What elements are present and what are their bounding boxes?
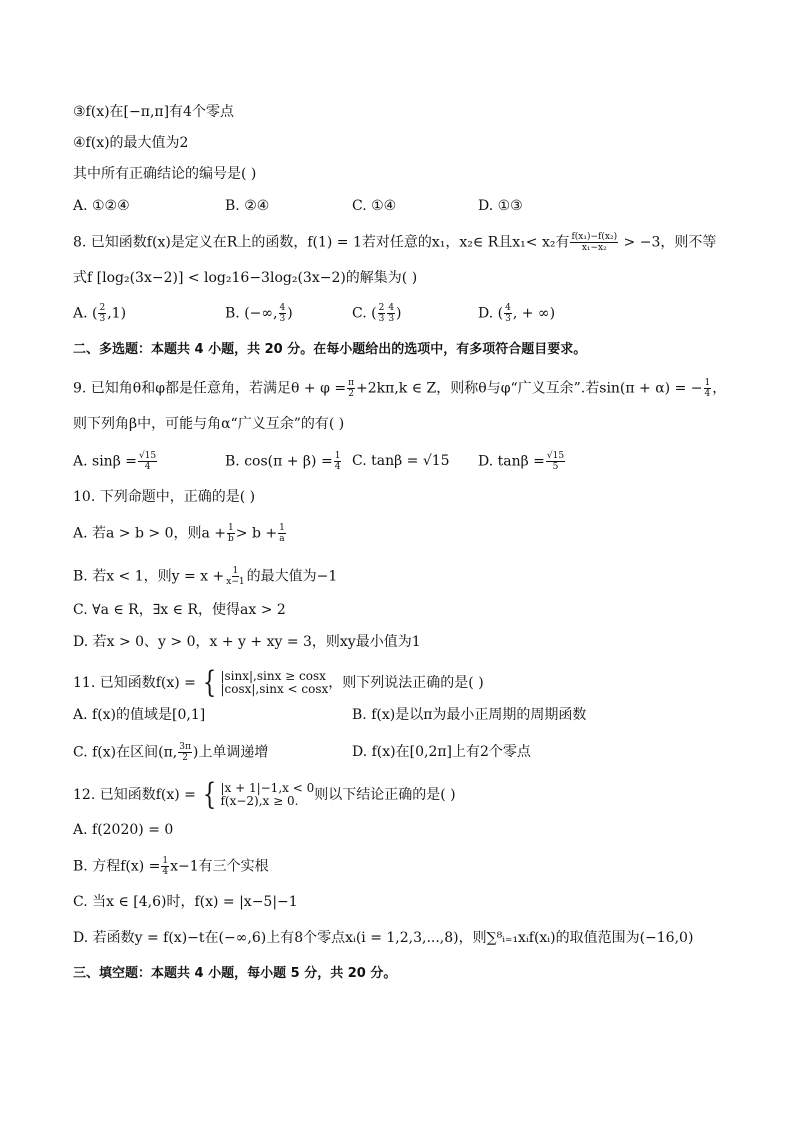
statement-4: ④f(x)的最大值为2 xyxy=(73,135,189,151)
q8-stem-line1: 8. 已知函数f(x)是定义在R上的函数，f(1) = 1若对任意的x₁，x₂∈ R且x₁< x₂有 $\frac{\text{f(x₁)−f(x₂)}}{\text{x₁−x₂}}$ > −3，则不等 xyxy=(73,232,717,253)
q12-stem: 12. 已知函数f(x) = { |x + 1|−1,x < 0 f(x−2),x ≥ 0. 则以下结论正确的是( ) xyxy=(73,777,456,812)
q10-option-a: A. 若a > b > 0，则a + $\frac{1}{b}$ > b + $\frac{1}{a}$ xyxy=(73,523,285,544)
q7-option-a: A. ①②④ xyxy=(73,198,130,214)
q7-option-b: B. ②④ xyxy=(225,198,270,214)
q8-option-b: B. (−∞, $\frac{4}{3}$ ) xyxy=(225,303,293,324)
q11-option-a: A. f(x)的值域是[0,1] xyxy=(73,707,206,723)
q9-option-a: A. sinβ = $\frac{√15}{4}$ xyxy=(73,451,157,472)
q12-option-c: C. 当x ∈ [4,6)时，f(x) = |x−5|−1 xyxy=(73,894,298,910)
q12-piecewise: { |x + 1|−1,x < 0 f(x−2),x ≥ 0. xyxy=(203,777,315,812)
q11-option-c: C. f(x)在区间(π, $\frac{3\pi}{2}$ )上单调递增 xyxy=(73,742,269,763)
q10-option-d: D. 若x > 0、y > 0，x + y + xy = 3，则xy最小值为1 xyxy=(73,634,421,650)
q12-option-d: D. 若函数y = f(x)−t在(−∞,6)上有8个零点xᵢ(i = 1,2,3,...,8)，则∑⁸ᵢ₌₁xᵢf(xᵢ)的取值范围为(−16,0) xyxy=(73,930,694,946)
statement-3: ③f(x)在[−π,π]有4个零点 xyxy=(73,104,234,120)
section-2-heading: 二、多选题：本题共 4 小题，共 20 分。在每小题给出的选项中，有多项符合题目要求。 xyxy=(73,342,587,357)
q7-prompt: 其中所有正确结论的编号是( ) xyxy=(73,166,257,182)
q11-option-d: D. f(x)在[0,2π]上有2个零点 xyxy=(352,744,531,760)
q11-stem: 11. 已知函数f(x) = { |sinx|,sinx ≥ cosx |cosx|,sinx < cosx ，则下列说法正确的是( ) xyxy=(73,665,484,700)
q9-option-b: B. cos(π + β) = $\frac{1}{4}$ xyxy=(225,451,341,472)
q10-option-c: C. ∀a ∈ R，∃x ∈ R，使得ax > 2 xyxy=(73,602,286,618)
q10-stem: 10. 下列命题中，正确的是( ) xyxy=(73,489,256,505)
q10-option-b: B. 若x < 1，则y = x + $\frac{1}{x-1}$ 的最大值为−1 xyxy=(73,566,338,587)
q11-piecewise: { |sinx|,sinx ≥ cosx |cosx|,sinx < cosx xyxy=(203,665,329,700)
q9-option-d: D. tanβ = $\frac{√15}{5}$ xyxy=(478,451,565,472)
q9-stem-line2: 则下列角β中，可能与角α“广义互余”的有( ) xyxy=(73,416,345,432)
q8-fraction: $\frac{\text{f(x₁)−f(x₂)}}{\text{x₁−x₂}}$ xyxy=(571,232,618,253)
q8-option-d: D. ( $\frac{4}{3}$ , + ∞) xyxy=(478,303,556,324)
section-3-heading: 三、填空题：本题共 4 小题，每小题 5 分，共 20 分。 xyxy=(73,966,397,981)
q7-option-d: D. ①③ xyxy=(478,198,523,214)
q7-option-c: C. ①④ xyxy=(352,198,397,214)
q8-stem-line2: 式f [log₂(3x−2)] < log₂16−3log₂(3x−2)的解集为( ) xyxy=(73,270,418,286)
q9-stem-line1: 9. 已知角θ和φ都是任意角，若满足θ + φ = $\frac{\pi}{2}$ +2kπ,k ∈ Z，则称θ与φ“广义互余”.若sin(π + α) = − $\frac{1}{4}$ ， xyxy=(73,378,727,399)
q12-option-b: B. 方程f(x) = $\frac{1}{4}$ x−1有三个实根 xyxy=(73,856,269,877)
q11-option-b: B. f(x)是以π为最小正周期的周期函数 xyxy=(352,707,587,723)
q8-option-c: C. ( $\frac{2}{3}$ $\frac{4}{3}$ ) xyxy=(352,303,402,324)
q8-option-a: A. ( $\frac{2}{3}$ ,1) xyxy=(73,303,127,324)
q12-option-a: A. f(2020) = 0 xyxy=(73,822,174,838)
q9-option-c: C. tanβ = √15 xyxy=(352,453,450,469)
